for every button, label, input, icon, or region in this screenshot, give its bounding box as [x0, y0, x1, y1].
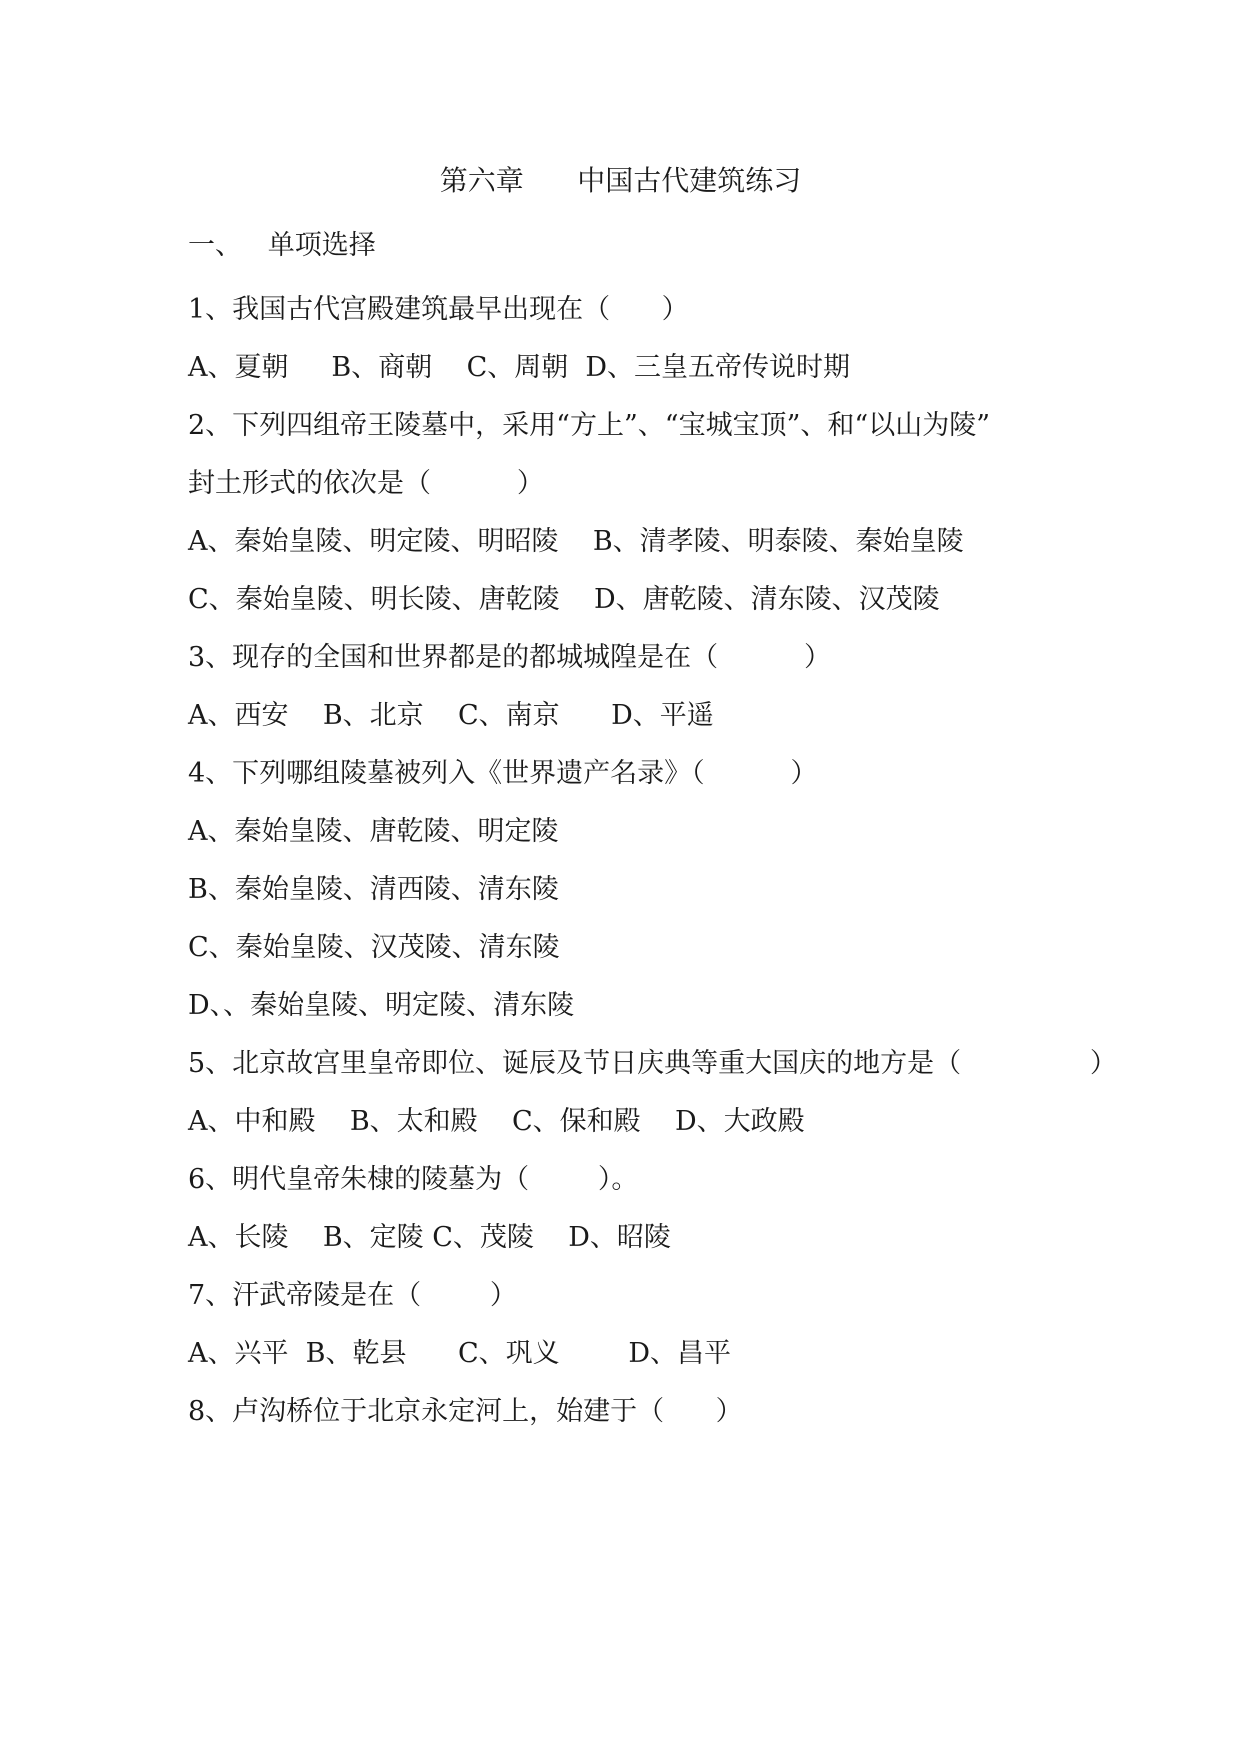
question-7-options: A、兴平 B、乾县 C、巩义 D、昌平	[188, 1338, 731, 1369]
question-6-options: A、长陵 B、定陵 C、茂陵 D、昭陵	[188, 1222, 671, 1253]
question-2: 2、下列四组帝王陵墓中，采用“方上”、“宝城宝顶”、和“以山为陵”	[188, 410, 990, 441]
question-7: 7、汗武帝陵是在（ ）	[188, 1280, 517, 1311]
question-1: 1、我国古代宫殿建筑最早出现在（ ）	[188, 294, 689, 325]
question-5-options: A、中和殿 B、太和殿 C、保和殿 D、大政殿	[188, 1106, 805, 1137]
question-4-option-c: C、秦始皇陵、汉茂陵、清东陵	[188, 932, 560, 963]
question-4-option-b: B、秦始皇陵、清西陵、清东陵	[188, 874, 559, 905]
question-2-options-ab: A、秦始皇陵、明定陵、明昭陵 B、清孝陵、明泰陵、秦始皇陵	[188, 526, 964, 557]
question-5: 5、北京故宫里皇帝即位、诞辰及节日庆典等重大国庆的地方是（ ）	[188, 1048, 1117, 1079]
question-2-options-cd: C、秦始皇陵、明长陵、唐乾陵 D、唐乾陵、清东陵、汉茂陵	[188, 584, 940, 615]
question-6: 6、明代皇帝朱棣的陵墓为（ ）。	[188, 1164, 639, 1195]
page-title: 第六章 中国古代建筑练习	[439, 164, 802, 197]
question-4-option-a: A、秦始皇陵、唐乾陵、明定陵	[188, 816, 559, 847]
question-8: 8、卢沟桥位于北京永定河上，始建于（ ）	[188, 1396, 743, 1427]
question-2-continued: 封土形式的依次是（ ）	[188, 468, 544, 499]
question-4-option-d: D、、秦始皇陵、明定陵、清东陵	[188, 990, 575, 1021]
question-3: 3、现存的全国和世界都是的都城城隍是在（ ）	[188, 642, 832, 673]
question-4: 4、下列哪组陵墓被列入《世界遗产名录》（ ）	[188, 758, 818, 789]
section-heading: 一、 单项选择	[188, 230, 376, 261]
question-1-options: A、夏朝 B、商朝 C、周朝 D、三皇五帝传说时期	[188, 352, 851, 383]
question-3-options: A、西安 B、北京 C、南京 D、平遥	[188, 700, 714, 731]
